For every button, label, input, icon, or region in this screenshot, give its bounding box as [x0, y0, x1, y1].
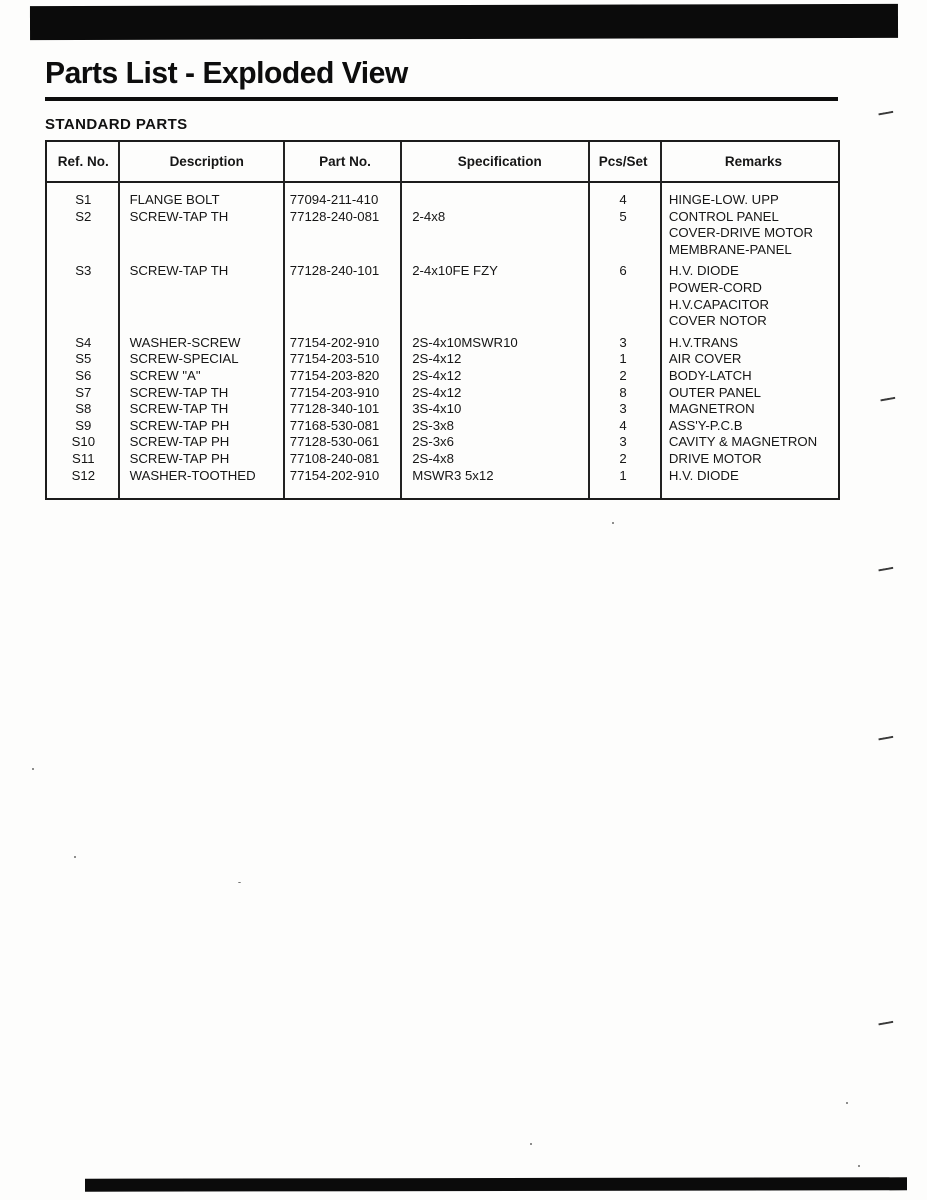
cell-ref-no: S11	[72, 450, 95, 466]
table-row	[47, 468, 838, 485]
cell-pcs-set: 1	[619, 467, 627, 483]
cell-remarks	[659, 209, 838, 259]
column-divider	[588, 142, 590, 498]
cell-specification: MSWR3 5x12	[412, 467, 494, 483]
cell-description: SCREW-TAP TH	[129, 263, 229, 279]
cell-ref-no: S7	[75, 384, 92, 400]
cell-specification: 2S-4x12	[412, 367, 462, 383]
table-row	[47, 418, 838, 435]
table-body	[47, 183, 838, 498]
cell-remarks	[659, 192, 838, 209]
remark-line: POWER-CORD	[668, 279, 762, 295]
remark-line: CAVITY & MAGNETRON	[668, 434, 818, 450]
table-header-row	[47, 142, 838, 183]
cell-part-no: 77154-203-820	[289, 367, 380, 383]
remark-line: H.V. DIODE	[668, 263, 739, 279]
cell-description: SCREW-TAP TH	[129, 384, 229, 400]
cell-description: SCREW-TAP TH	[129, 401, 229, 417]
header-part-no: Part No.	[319, 154, 371, 169]
cell-ref-no: S1	[75, 192, 92, 207]
cell-pcs-set: 1	[619, 351, 627, 367]
cell-pcs-set: 3	[619, 334, 627, 350]
cell-description: FLANGE BOLT	[129, 192, 220, 207]
column-divider	[400, 142, 402, 498]
cell-remarks	[659, 263, 838, 329]
table-row	[47, 451, 838, 468]
cell-specification: 2-4x8	[412, 208, 446, 224]
section-heading: STANDARD PARTS	[45, 116, 188, 133]
cell-part-no: 77094-211-410	[289, 192, 379, 207]
cell-remarks	[659, 418, 838, 435]
table-row	[47, 434, 838, 451]
parts-table	[45, 140, 840, 500]
table-row	[47, 263, 838, 329]
scan-artifact	[878, 567, 894, 578]
scan-artifact	[32, 768, 34, 770]
remark-line: DRIVE MOTOR	[668, 450, 762, 466]
cell-pcs-set: 4	[619, 192, 627, 207]
table-row	[47, 385, 838, 402]
header-description: Description	[169, 154, 244, 169]
cell-remarks	[659, 401, 838, 418]
remark-line: H.V. DIODE	[668, 467, 739, 483]
cell-description: SCREW-TAP PH	[129, 450, 230, 466]
remark-line: ASS'Y-P.C.B	[668, 417, 743, 433]
cell-pcs-set: 5	[619, 208, 627, 224]
scan-artifact	[858, 1165, 860, 1167]
bottom-black-bar	[85, 1177, 907, 1191]
cell-description: SCREW-SPECIAL	[129, 351, 239, 367]
cell-specification: 2S-3x6	[412, 434, 454, 450]
remark-line: H.V.TRANS	[668, 334, 739, 350]
cell-pcs-set: 8	[619, 384, 627, 400]
table-row	[47, 368, 838, 385]
table-row	[47, 192, 838, 209]
remark-line: AIR COVER	[668, 351, 742, 367]
cell-pcs-set: 2	[619, 367, 627, 383]
remark-line: COVER NOTOR	[668, 313, 767, 329]
cell-part-no: 77128-340-101	[289, 401, 380, 417]
top-black-bar	[30, 4, 898, 40]
header-pcs-set: Pcs/Set	[598, 154, 648, 169]
cell-description: SCREW-TAP PH	[129, 417, 230, 433]
header-ref-no: Ref. No.	[57, 154, 109, 169]
cell-description: WASHER-SCREW	[129, 334, 241, 350]
column-divider	[660, 142, 662, 498]
cell-ref-no: S5	[75, 351, 92, 367]
cell-part-no: 77154-202-910	[289, 334, 380, 350]
remark-line: MAGNETRON	[668, 401, 755, 417]
cell-pcs-set: 2	[619, 450, 627, 466]
scan-artifact	[238, 882, 241, 883]
cell-specification: 2S-4x12	[412, 384, 462, 400]
scan-artifact	[846, 1102, 848, 1104]
remark-line: OUTER PANEL	[668, 384, 761, 400]
scan-artifact	[878, 111, 894, 122]
cell-ref-no: S12	[71, 467, 96, 483]
table-row	[47, 209, 838, 259]
table-row	[47, 401, 838, 418]
cell-specification: 2S-3x8	[412, 417, 454, 433]
cell-remarks	[659, 451, 838, 468]
cell-ref-no: S3	[75, 263, 92, 279]
remark-line: COVER-DRIVE MOTOR	[668, 225, 813, 241]
header-specification: Specification	[457, 154, 542, 169]
column-divider	[283, 142, 285, 498]
cell-specification: 3S-4x10	[412, 401, 462, 417]
cell-part-no: 77108-240-081	[289, 450, 380, 466]
cell-ref-no: S10	[71, 434, 96, 450]
cell-pcs-set: 4	[619, 417, 627, 433]
cell-pcs-set: 3	[619, 401, 627, 417]
cell-specification: 2S-4x10MSWR10	[412, 334, 518, 350]
cell-specification: 2S-4x12	[412, 351, 462, 367]
cell-specification: 2-4x10FE FZY	[412, 263, 498, 279]
cell-description: SCREW-TAP PH	[129, 434, 230, 450]
scan-artifact	[530, 1143, 532, 1145]
cell-part-no: 77154-203-510	[289, 351, 380, 367]
page-title: Parts List - Exploded View	[45, 55, 408, 90]
remark-line: H.V.CAPACITOR	[668, 296, 770, 312]
remark-line: BODY-LATCH	[668, 367, 752, 383]
cell-remarks	[659, 434, 838, 451]
cell-ref-no: S2	[75, 208, 92, 224]
cell-ref-no: S9	[75, 417, 92, 433]
scan-artifact	[878, 736, 894, 747]
cell-remarks	[659, 368, 838, 385]
column-divider	[118, 142, 120, 498]
cell-specification: 2S-4x8	[412, 450, 454, 466]
cell-remarks	[659, 335, 838, 352]
scan-artifact	[878, 1021, 894, 1032]
title-underline	[45, 97, 838, 101]
cell-ref-no: S8	[75, 401, 92, 417]
header-remarks: Remarks	[724, 154, 782, 169]
table-row	[47, 335, 838, 352]
cell-part-no: 77154-202-910	[289, 467, 380, 483]
cell-pcs-set: 6	[619, 263, 627, 279]
cell-description: SCREW-TAP TH	[129, 208, 229, 224]
scan-artifact	[880, 397, 896, 408]
cell-pcs-set: 3	[619, 434, 627, 450]
cell-part-no: 77154-203-910	[289, 384, 380, 400]
cell-part-no: 77168-530-081	[289, 417, 380, 433]
cell-description: WASHER-TOOTHED	[129, 467, 256, 483]
cell-part-no: 77128-240-081	[289, 208, 380, 224]
cell-part-no: 77128-240-101	[289, 263, 380, 279]
cell-part-no: 77128-530-061	[289, 434, 380, 450]
cell-ref-no: S4	[75, 334, 92, 350]
table-row	[47, 351, 838, 368]
cell-remarks	[659, 468, 838, 485]
scan-artifact	[74, 856, 76, 858]
scan-artifact	[612, 522, 614, 524]
cell-remarks	[659, 385, 838, 402]
remark-line: MEMBRANE-PANEL	[668, 241, 792, 257]
remark-line: HINGE-LOW. UPP	[668, 192, 779, 207]
cell-description: SCREW "A"	[129, 367, 201, 383]
cell-remarks	[659, 351, 838, 368]
remark-line: CONTROL PANEL	[668, 208, 779, 224]
cell-ref-no: S6	[75, 367, 92, 383]
